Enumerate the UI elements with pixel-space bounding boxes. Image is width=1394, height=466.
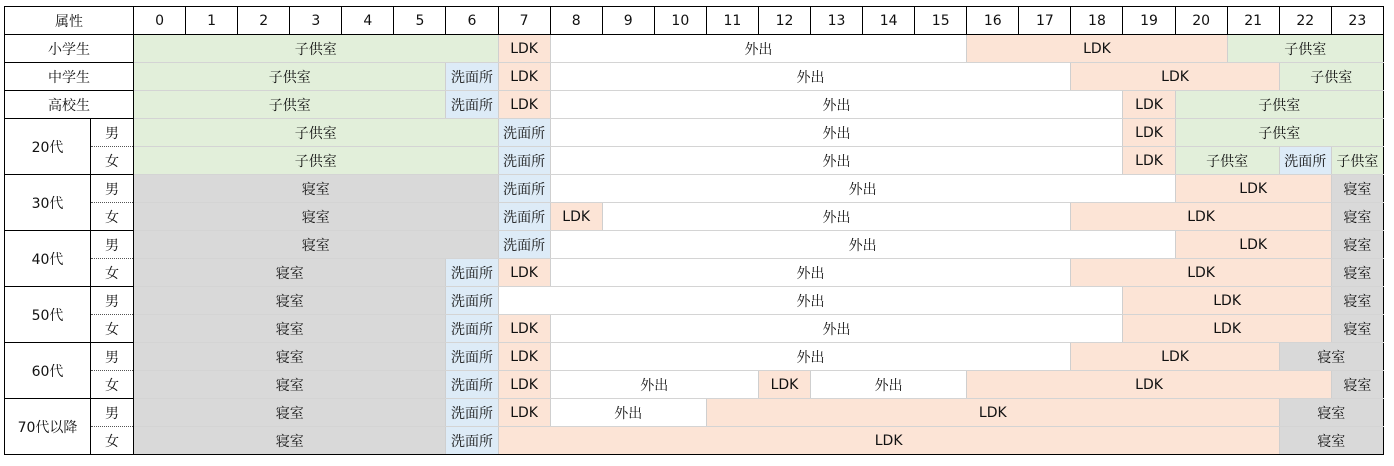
segment-ldk: LDK	[550, 203, 602, 231]
segment-wash: 洗面所	[498, 203, 550, 231]
table-row	[5, 399, 1384, 427]
group-label: 小学生	[5, 35, 134, 63]
table-row	[5, 259, 1384, 287]
hour-header: 8	[550, 7, 602, 35]
segment-ldk: LDK	[758, 371, 810, 399]
segment-out: 外出	[550, 35, 967, 63]
segment-bed: 寝室	[1331, 315, 1383, 343]
hour-header: 18	[1071, 7, 1123, 35]
segment-ldk: LDK	[1071, 63, 1279, 91]
segment-wash: 洗面所	[446, 63, 498, 91]
segment-out: 外出	[550, 231, 1175, 259]
group-label: 高校生	[5, 91, 134, 119]
segment-bed: 寝室	[1331, 175, 1383, 203]
table-row	[5, 119, 1384, 147]
segment-bed: 寝室	[1279, 399, 1383, 427]
gender-label: 女	[91, 203, 134, 231]
gender-label: 男	[91, 231, 134, 259]
table-row	[5, 203, 1384, 231]
hour-header: 23	[1331, 7, 1383, 35]
segment-out: 外出	[550, 399, 706, 427]
hour-header: 19	[1123, 7, 1175, 35]
segment-wash: 洗面所	[446, 343, 498, 371]
segment-kid: 子供室	[134, 119, 499, 147]
segment-ldk: LDK	[498, 343, 550, 371]
group-label: 30代	[5, 175, 91, 231]
segment-out: 外出	[498, 287, 1123, 315]
segment-wash: 洗面所	[446, 91, 498, 119]
segment-bed: 寝室	[1279, 427, 1383, 455]
hour-header: 1	[186, 7, 238, 35]
hour-header: 4	[342, 7, 394, 35]
room-usage-table	[4, 6, 1384, 455]
hour-header: 14	[863, 7, 915, 35]
segment-ldk: LDK	[1123, 119, 1175, 147]
segment-out: 外出	[550, 259, 1071, 287]
segment-wash: 洗面所	[498, 231, 550, 259]
hour-header: 20	[1175, 7, 1227, 35]
segment-bed: 寝室	[134, 203, 499, 231]
segment-kid: 子供室	[1175, 91, 1383, 119]
gender-label: 男	[91, 119, 134, 147]
table-row	[5, 427, 1384, 455]
segment-out: 外出	[550, 91, 1123, 119]
segment-kid: 子供室	[134, 35, 499, 63]
hour-header: 5	[394, 7, 446, 35]
segment-ldk: LDK	[967, 371, 1332, 399]
segment-ldk: LDK	[967, 35, 1227, 63]
segment-bed: 寝室	[134, 259, 446, 287]
segment-out: 外出	[550, 119, 1123, 147]
segment-ldk: LDK	[1123, 147, 1175, 175]
hour-header: 9	[602, 7, 654, 35]
segment-wash: 洗面所	[446, 315, 498, 343]
hour-header: 22	[1279, 7, 1331, 35]
segment-bed: 寝室	[1331, 287, 1383, 315]
hour-header: 16	[967, 7, 1019, 35]
hour-header: 21	[1227, 7, 1279, 35]
segment-ldk: LDK	[498, 35, 550, 63]
segment-ldk: LDK	[498, 399, 550, 427]
table-row	[5, 315, 1384, 343]
gender-label: 女	[91, 315, 134, 343]
attr-header: 属性	[5, 7, 134, 35]
segment-out: 外出	[602, 203, 1071, 231]
group-label: 20代	[5, 119, 91, 175]
segment-kid: 子供室	[1331, 147, 1383, 175]
segment-wash: 洗面所	[446, 259, 498, 287]
segment-bed: 寝室	[1279, 343, 1383, 371]
segment-ldk: LDK	[498, 63, 550, 91]
table-row	[5, 63, 1384, 91]
segment-bed: 寝室	[1331, 203, 1383, 231]
segment-bed: 寝室	[134, 175, 499, 203]
segment-ldk: LDK	[1123, 315, 1331, 343]
segment-kid: 子供室	[134, 63, 446, 91]
segment-kid: 子供室	[134, 91, 446, 119]
hour-header: 6	[446, 7, 498, 35]
hour-header: 15	[915, 7, 967, 35]
segment-ldk: LDK	[498, 259, 550, 287]
segment-ldk: LDK	[498, 371, 550, 399]
table-row	[5, 371, 1384, 399]
segment-kid: 子供室	[1279, 63, 1383, 91]
segment-bed: 寝室	[134, 343, 446, 371]
segment-wash: 洗面所	[446, 287, 498, 315]
segment-bed: 寝室	[134, 399, 446, 427]
segment-wash: 洗面所	[446, 399, 498, 427]
segment-wash: 洗面所	[1279, 147, 1331, 175]
group-label: 50代	[5, 287, 91, 343]
segment-bed: 寝室	[134, 315, 446, 343]
gender-label: 男	[91, 175, 134, 203]
hour-header: 3	[290, 7, 342, 35]
segment-out: 外出	[550, 147, 1123, 175]
gender-label: 女	[91, 147, 134, 175]
segment-bed: 寝室	[134, 371, 446, 399]
table-row	[5, 175, 1384, 203]
hour-header: 17	[1019, 7, 1071, 35]
segment-bed: 寝室	[1331, 259, 1383, 287]
segment-wash: 洗面所	[498, 119, 550, 147]
segment-ldk: LDK	[498, 91, 550, 119]
hour-header: 13	[811, 7, 863, 35]
hour-header: 7	[498, 7, 550, 35]
segment-kid: 子供室	[1175, 119, 1383, 147]
table-row	[5, 91, 1384, 119]
segment-kid: 子供室	[134, 147, 499, 175]
gender-label: 女	[91, 427, 134, 455]
hour-header: 11	[706, 7, 758, 35]
table-row	[5, 35, 1384, 63]
segment-kid: 子供室	[1175, 147, 1279, 175]
segment-wash: 洗面所	[498, 147, 550, 175]
segment-kid: 子供室	[1227, 35, 1383, 63]
group-label: 70代以降	[5, 399, 91, 455]
segment-out: 外出	[550, 315, 1123, 343]
hour-header: 0	[134, 7, 186, 35]
gender-label: 男	[91, 343, 134, 371]
segment-bed: 寝室	[1331, 371, 1383, 399]
segment-out: 外出	[550, 63, 1071, 91]
gender-label: 男	[91, 399, 134, 427]
gender-label: 男	[91, 287, 134, 315]
table-row	[5, 231, 1384, 259]
segment-ldk: LDK	[1123, 287, 1331, 315]
header-row	[5, 7, 1384, 35]
segment-bed: 寝室	[134, 231, 499, 259]
segment-bed: 寝室	[1331, 231, 1383, 259]
group-label: 中学生	[5, 63, 134, 91]
hour-header: 2	[238, 7, 290, 35]
hour-header: 10	[654, 7, 706, 35]
segment-out: 外出	[811, 371, 967, 399]
segment-ldk: LDK	[1071, 203, 1331, 231]
gender-label: 女	[91, 259, 134, 287]
segment-ldk: LDK	[498, 427, 1279, 455]
table-row	[5, 147, 1384, 175]
segment-wash: 洗面所	[446, 427, 498, 455]
segment-out: 外出	[550, 343, 1071, 371]
segment-ldk: LDK	[498, 315, 550, 343]
group-label: 40代	[5, 231, 91, 287]
segment-ldk: LDK	[1071, 259, 1331, 287]
gender-label: 女	[91, 371, 134, 399]
segment-out: 外出	[550, 371, 758, 399]
segment-wash: 洗面所	[446, 371, 498, 399]
segment-ldk: LDK	[1071, 343, 1279, 371]
group-label: 60代	[5, 343, 91, 399]
segment-ldk: LDK	[1175, 231, 1331, 259]
segment-bed: 寝室	[134, 287, 446, 315]
table-row	[5, 343, 1384, 371]
segment-wash: 洗面所	[498, 175, 550, 203]
segment-out: 外出	[550, 175, 1175, 203]
segment-ldk: LDK	[706, 399, 1279, 427]
segment-ldk: LDK	[1123, 91, 1175, 119]
hour-header: 12	[758, 7, 810, 35]
table-row	[5, 287, 1384, 315]
segment-bed: 寝室	[134, 427, 446, 455]
table-body	[5, 7, 1384, 455]
segment-ldk: LDK	[1175, 175, 1331, 203]
